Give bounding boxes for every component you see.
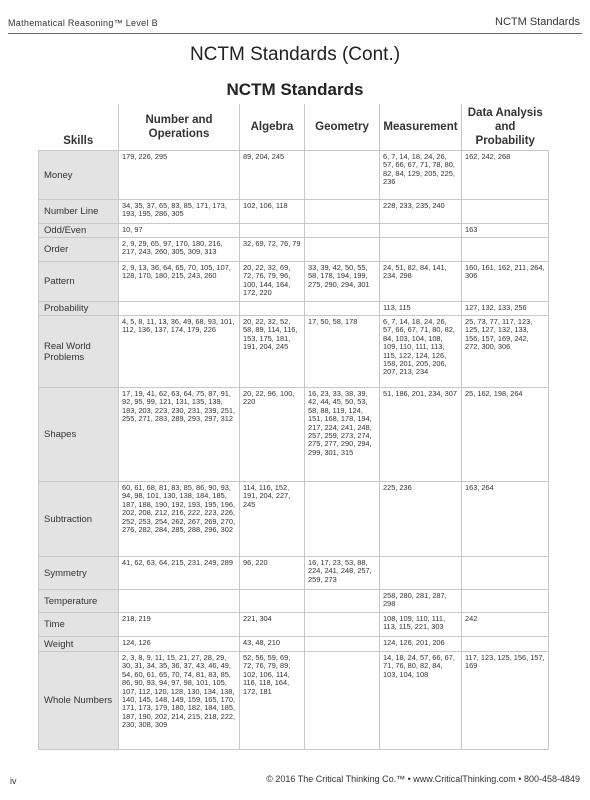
table-cell: 33, 39, 42, 50, 55, 58, 178, 194, 199, 275, 290, 294, 301 <box>305 262 380 302</box>
table-title: NCTM Standards <box>226 80 364 99</box>
table-row <box>39 388 549 482</box>
table-row <box>39 224 549 238</box>
table-cell: 102, 106, 118 <box>240 200 305 224</box>
table-cell: 16, 17, 23, 53, 88, 224, 241, 248, 257, 259, 273 <box>305 557 380 590</box>
table-cell: 228, 233, 235, 240 <box>380 200 462 224</box>
skill-cell: Probability <box>39 302 119 316</box>
table-cell: 117, 123, 125, 156, 157, 169 <box>462 652 549 750</box>
skill-cell: Weight <box>39 637 119 652</box>
table-cell: 20, 22, 32, 52, 58, 89, 114, 116, 153, 175, 181, 191, 204, 245 <box>240 316 305 388</box>
table-cell <box>462 200 549 224</box>
table-cell: 218, 219 <box>119 613 240 637</box>
table-cell: 162, 242, 268 <box>462 151 549 200</box>
table-cell: 41, 62, 63, 64, 215, 231, 249, 289 <box>119 557 240 590</box>
table-cell <box>119 590 240 613</box>
table-cell: 2, 9, 29, 65, 97, 170, 180, 216, 217, 243, 260, 305, 309, 313 <box>119 238 240 262</box>
table-cell: 25, 73, 77, 117, 123, 125, 127, 132, 133, 156, 157, 169, 242, 272, 300, 306 <box>462 316 549 388</box>
table-row <box>39 613 549 637</box>
header-divider <box>8 33 582 34</box>
table-cell <box>305 200 380 224</box>
page-title: NCTM Standards (Cont.) <box>189 44 401 65</box>
table-cell: 14, 18, 24, 57, 66, 67, 71, 76, 80, 82, 84, 103, 104, 108 <box>380 652 462 750</box>
table-cell: 124, 126, 201, 206 <box>380 637 462 652</box>
column-header: Data Analysis and Probability <box>467 107 543 147</box>
table-cell <box>462 590 549 613</box>
table-cell: 51, 186, 201, 234, 307 <box>380 388 462 482</box>
table-cell: 160, 161, 162, 211, 264, 306 <box>462 262 549 302</box>
table-cell: 163, 264 <box>462 482 549 557</box>
table-cell: 2, 3, 8, 9, 11, 15, 21, 27, 28, 29, 30, 31, 34, 35, 36, 37, 43, 46, 49, 54, 60, 61, 65, 70, 74, 81, 83, 85, 86, 90, 93, 94, 97, 98, 101, 105, 107, 112, 120, 128, 130, 134, 138, 140, 145, 148, 149, 159, 165, 170, 171, 173, 179, 180, 182, 184, 185, 187, 190, 202, 214, 215, 218, 222, 230, 308, 309 <box>119 652 240 750</box>
table-cell <box>305 151 380 200</box>
table-cell: 114, 116, 152, 191, 204, 227, 245 <box>240 482 305 557</box>
table-row <box>39 262 549 302</box>
table-cell <box>305 224 380 238</box>
table-cell: 108, 109, 110, 111, 113, 115, 221, 303 <box>380 613 462 637</box>
column-header: Number and Operations <box>119 104 240 151</box>
table-cell: 17, 19, 41, 62, 63, 64, 75, 87, 91, 92, 95, 99, 121, 131, 135, 139, 183, 203, 223, 230, 231, 239, 251, 255, 271, 283, 289, 293, 297, 312 <box>119 388 240 482</box>
skill-cell: Pattern <box>39 262 119 302</box>
table-cell: 25, 162, 198, 264 <box>462 388 549 482</box>
table-cell <box>305 637 380 652</box>
table-cell <box>305 590 380 613</box>
table-cell: 163 <box>462 224 549 238</box>
table-cell: 242 <box>462 613 549 637</box>
skill-cell: Odd/Even <box>39 224 119 238</box>
table-cell <box>380 224 462 238</box>
table-cell: 89, 204, 245 <box>240 151 305 200</box>
table-cell: 60, 61, 68, 81, 83, 85, 86, 90, 93, 94, 98, 101, 130, 138, 184, 185, 187, 188, 190, 192, 193, 195, 196, 202, 208, 212, 216, 222, 223, 226, 252, 253, 254, 262, 267, 269, 270, 276, 282, 284, 285, 288, 296, 302 <box>119 482 240 557</box>
column-header: Geometry <box>305 104 380 151</box>
column-header: Skills <box>39 104 119 151</box>
page-number: iv <box>10 776 17 786</box>
table-cell: 124, 126 <box>119 637 240 652</box>
table-cell <box>119 302 240 316</box>
table-cell: 179, 226, 295 <box>119 151 240 200</box>
column-header: Measurement <box>380 104 462 151</box>
table-header-row <box>39 104 549 151</box>
table-cell: 6, 7, 14, 18, 24, 26, 57, 66, 67, 71, 78, 80, 82, 84, 129, 205, 225, 236 <box>380 151 462 200</box>
skill-cell: Order <box>39 238 119 262</box>
table-cell: 127, 132, 133, 256 <box>462 302 549 316</box>
table-row <box>39 238 549 262</box>
table-cell: 32, 69, 72, 76, 79 <box>240 238 305 262</box>
table-cell <box>305 652 380 750</box>
table-cell: 10, 97 <box>119 224 240 238</box>
table-cell: 4, 5, 8, 11, 13, 36, 49, 68, 93, 101, 112, 136, 137, 174, 179, 226 <box>119 316 240 388</box>
table-cell <box>462 637 549 652</box>
table-cell: 96, 220 <box>240 557 305 590</box>
table-cell: 16, 23, 33, 38, 39, 42, 44, 45, 50, 53, 58, 88, 119, 124, 151, 168, 178, 194, 217, 224, 241, 248, 257, 259, 273, 274, 275, 277, 290, 294, 299, 301, 315 <box>305 388 380 482</box>
skill-cell: Whole Numbers <box>39 652 119 750</box>
table-cell: 2, 9, 13, 36, 64, 65, 70, 105, 107, 128, 170, 180, 215, 243, 260 <box>119 262 240 302</box>
skill-cell: Real World Problems <box>39 316 119 388</box>
table-cell: 43, 48, 210 <box>240 637 305 652</box>
standards-table <box>38 104 549 750</box>
table-cell: 52, 56, 59, 69, 72, 76, 79, 89, 102, 106, 114, 116, 118, 164, 172, 181 <box>240 652 305 750</box>
table-row <box>39 316 549 388</box>
copyright-notice: © 2016 The Critical Thinking Co.™ • www.CriticalThinking.com • 800-458-4849 <box>266 774 580 784</box>
table-cell: 225, 236 <box>380 482 462 557</box>
table-cell <box>462 557 549 590</box>
skill-cell: Subtraction <box>39 482 119 557</box>
table-cell <box>462 238 549 262</box>
table-row <box>39 482 549 557</box>
table-cell <box>380 557 462 590</box>
table-cell: 17, 50, 58, 178 <box>305 316 380 388</box>
table-cell <box>240 590 305 613</box>
skill-cell: Money <box>39 151 119 200</box>
table-row <box>39 302 549 316</box>
skill-cell: Shapes <box>39 388 119 482</box>
skill-cell: Time <box>39 613 119 637</box>
table-cell <box>380 238 462 262</box>
table-row <box>39 151 549 200</box>
table-cell: 20, 22, 32, 69, 72, 76, 79, 96, 100, 144, 164, 172, 220 <box>240 262 305 302</box>
table-row <box>39 637 549 652</box>
table-row <box>39 557 549 590</box>
table-cell: 34, 35, 37, 65, 83, 85, 171, 173, 193, 195, 286, 305 <box>119 200 240 224</box>
table-cell <box>305 302 380 316</box>
table-cell: 113, 115 <box>380 302 462 316</box>
table-cell: 221, 304 <box>240 613 305 637</box>
section-title: NCTM Standards <box>495 16 580 28</box>
table-cell <box>305 613 380 637</box>
table-cell: 6, 7, 14, 18, 24, 26, 57, 66, 67, 71, 80, 82, 84, 103, 104, 108, 109, 110, 111, 113, 115, 122, 124, 126, 158, 201, 205, 206, 207, 213, 234 <box>380 316 462 388</box>
table-cell <box>240 224 305 238</box>
table-row <box>39 652 549 750</box>
table-cell <box>305 238 380 262</box>
table-cell: 20, 22, 96, 100, 220 <box>240 388 305 482</box>
table-cell <box>240 302 305 316</box>
table-row <box>39 590 549 613</box>
skill-cell: Symmetry <box>39 557 119 590</box>
table-cell: 24, 51, 82, 84, 141, 234, 298 <box>380 262 462 302</box>
column-header: Algebra <box>240 104 305 151</box>
skill-cell: Number Line <box>39 200 119 224</box>
table-cell <box>305 482 380 557</box>
skill-cell: Temperature <box>39 590 119 613</box>
series-title: Mathematical Reasoning™ Level B <box>8 18 158 28</box>
table-cell: 258, 280, 281, 287, 298 <box>380 590 462 613</box>
table-row <box>39 200 549 224</box>
